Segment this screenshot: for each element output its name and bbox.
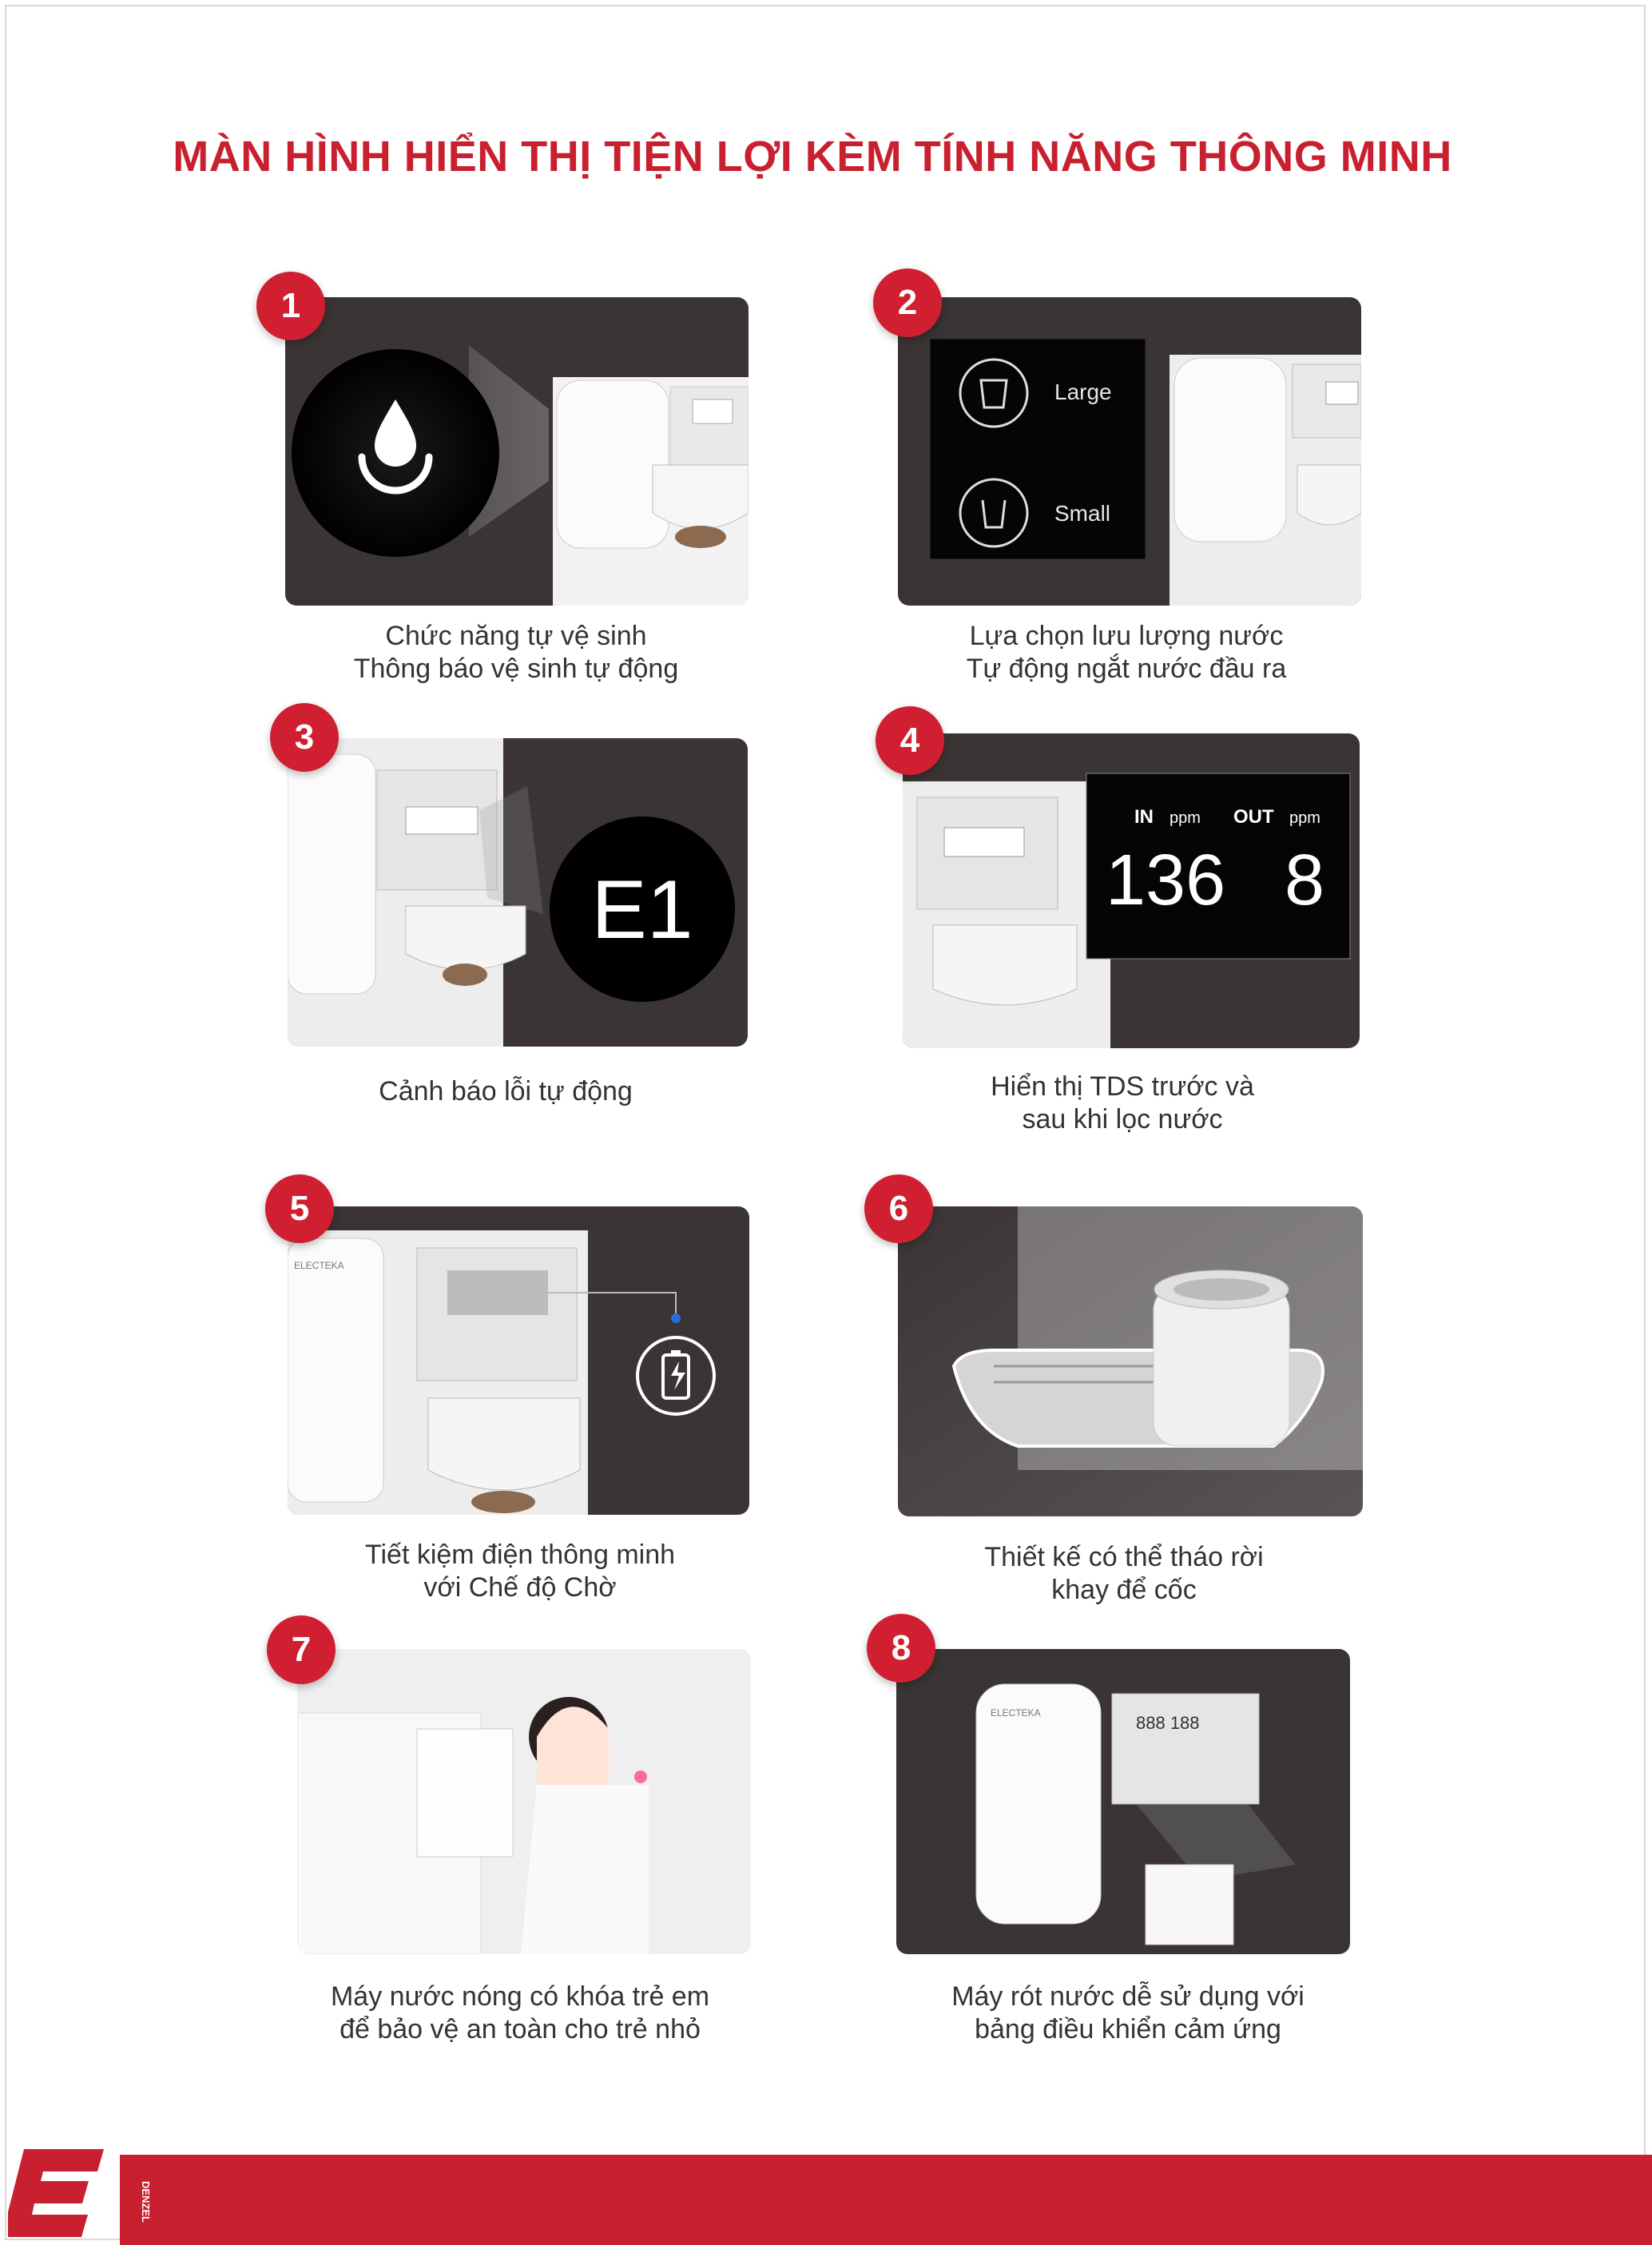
- feature-image-drip-tray: [898, 1206, 1363, 1516]
- feature-caption: Chức năng tự vệ sinh Thông báo vệ sinh tự động: [353, 621, 679, 684]
- feature-image-flow-select: [898, 297, 1361, 606]
- svg-text:ppm: ppm: [1289, 809, 1320, 827]
- feature-number-badge: 8: [867, 1614, 935, 1683]
- feature-caption: Thiết kế có thể tháo rời khay để cốc: [984, 1542, 1264, 1605]
- brand-vertical-text: DENZEL: [140, 2181, 152, 2223]
- svg-text:888 188: 888 188: [1136, 1713, 1200, 1733]
- svg-text:136: 136: [1106, 840, 1226, 920]
- feature-caption: Hiển thị TDS trước và sau khi lọc nước: [991, 1071, 1254, 1134]
- feature-image-error-alert: [288, 738, 748, 1047]
- feature-image-touch-panel: [896, 1649, 1350, 1954]
- touch-panel-icon: [976, 1684, 1101, 1924]
- feature-number-badge: 3: [270, 703, 339, 772]
- page-title: MÀN HÌNH HIỂN THỊ TIỆN LỢI KÈM TÍNH NĂNG THÔNG MINH: [173, 133, 1452, 181]
- feature-caption: Tiết kiệm điện thông minh với Chế độ Chờ: [364, 1540, 676, 1603]
- feature-image-self-clean: [285, 297, 749, 606]
- feature-number-badge: 1: [256, 272, 325, 340]
- svg-text:8: 8: [1285, 840, 1325, 920]
- feature-number-badge: 7: [267, 1615, 336, 1684]
- svg-text:IN: IN: [1134, 806, 1154, 828]
- svg-text:ELECTEKA: ELECTEKA: [294, 1260, 344, 1271]
- feature-caption: Máy nước nóng có khóa trẻ em để bảo vệ an toàn cho trẻ nhỏ: [330, 1981, 710, 2044]
- feature-number-badge: 6: [864, 1174, 933, 1243]
- svg-text:Small: Small: [1054, 501, 1111, 526]
- feature-caption: Lựa chọn lưu lượng nước Tự động ngắt nước đầu ra: [966, 621, 1287, 684]
- svg-text:ELECTEKA: ELECTEKA: [991, 1707, 1041, 1719]
- page-frame: [5, 5, 1646, 2240]
- feature-number-badge: 4: [876, 706, 944, 775]
- feature-image-tds-display: [903, 733, 1360, 1048]
- footer-bar: [120, 2155, 1652, 2245]
- feature-caption: Máy rót nước dễ sử dụng với bảng điều khiển cảm ứng: [951, 1981, 1305, 2044]
- feature-caption: Cảnh báo lỗi tự động: [379, 1076, 633, 1107]
- brand-logo: [8, 2141, 112, 2245]
- svg-text:ppm: ppm: [1170, 809, 1201, 827]
- feature-number-badge: 2: [873, 268, 942, 337]
- feature-number-badge: 5: [265, 1174, 334, 1243]
- svg-text:OUT: OUT: [1233, 806, 1274, 828]
- svg-text:Large: Large: [1054, 379, 1112, 404]
- feature-image-standby-mode: [288, 1206, 749, 1515]
- svg-text:E1: E1: [591, 864, 693, 956]
- feature-image-child-lock: [297, 1649, 751, 1954]
